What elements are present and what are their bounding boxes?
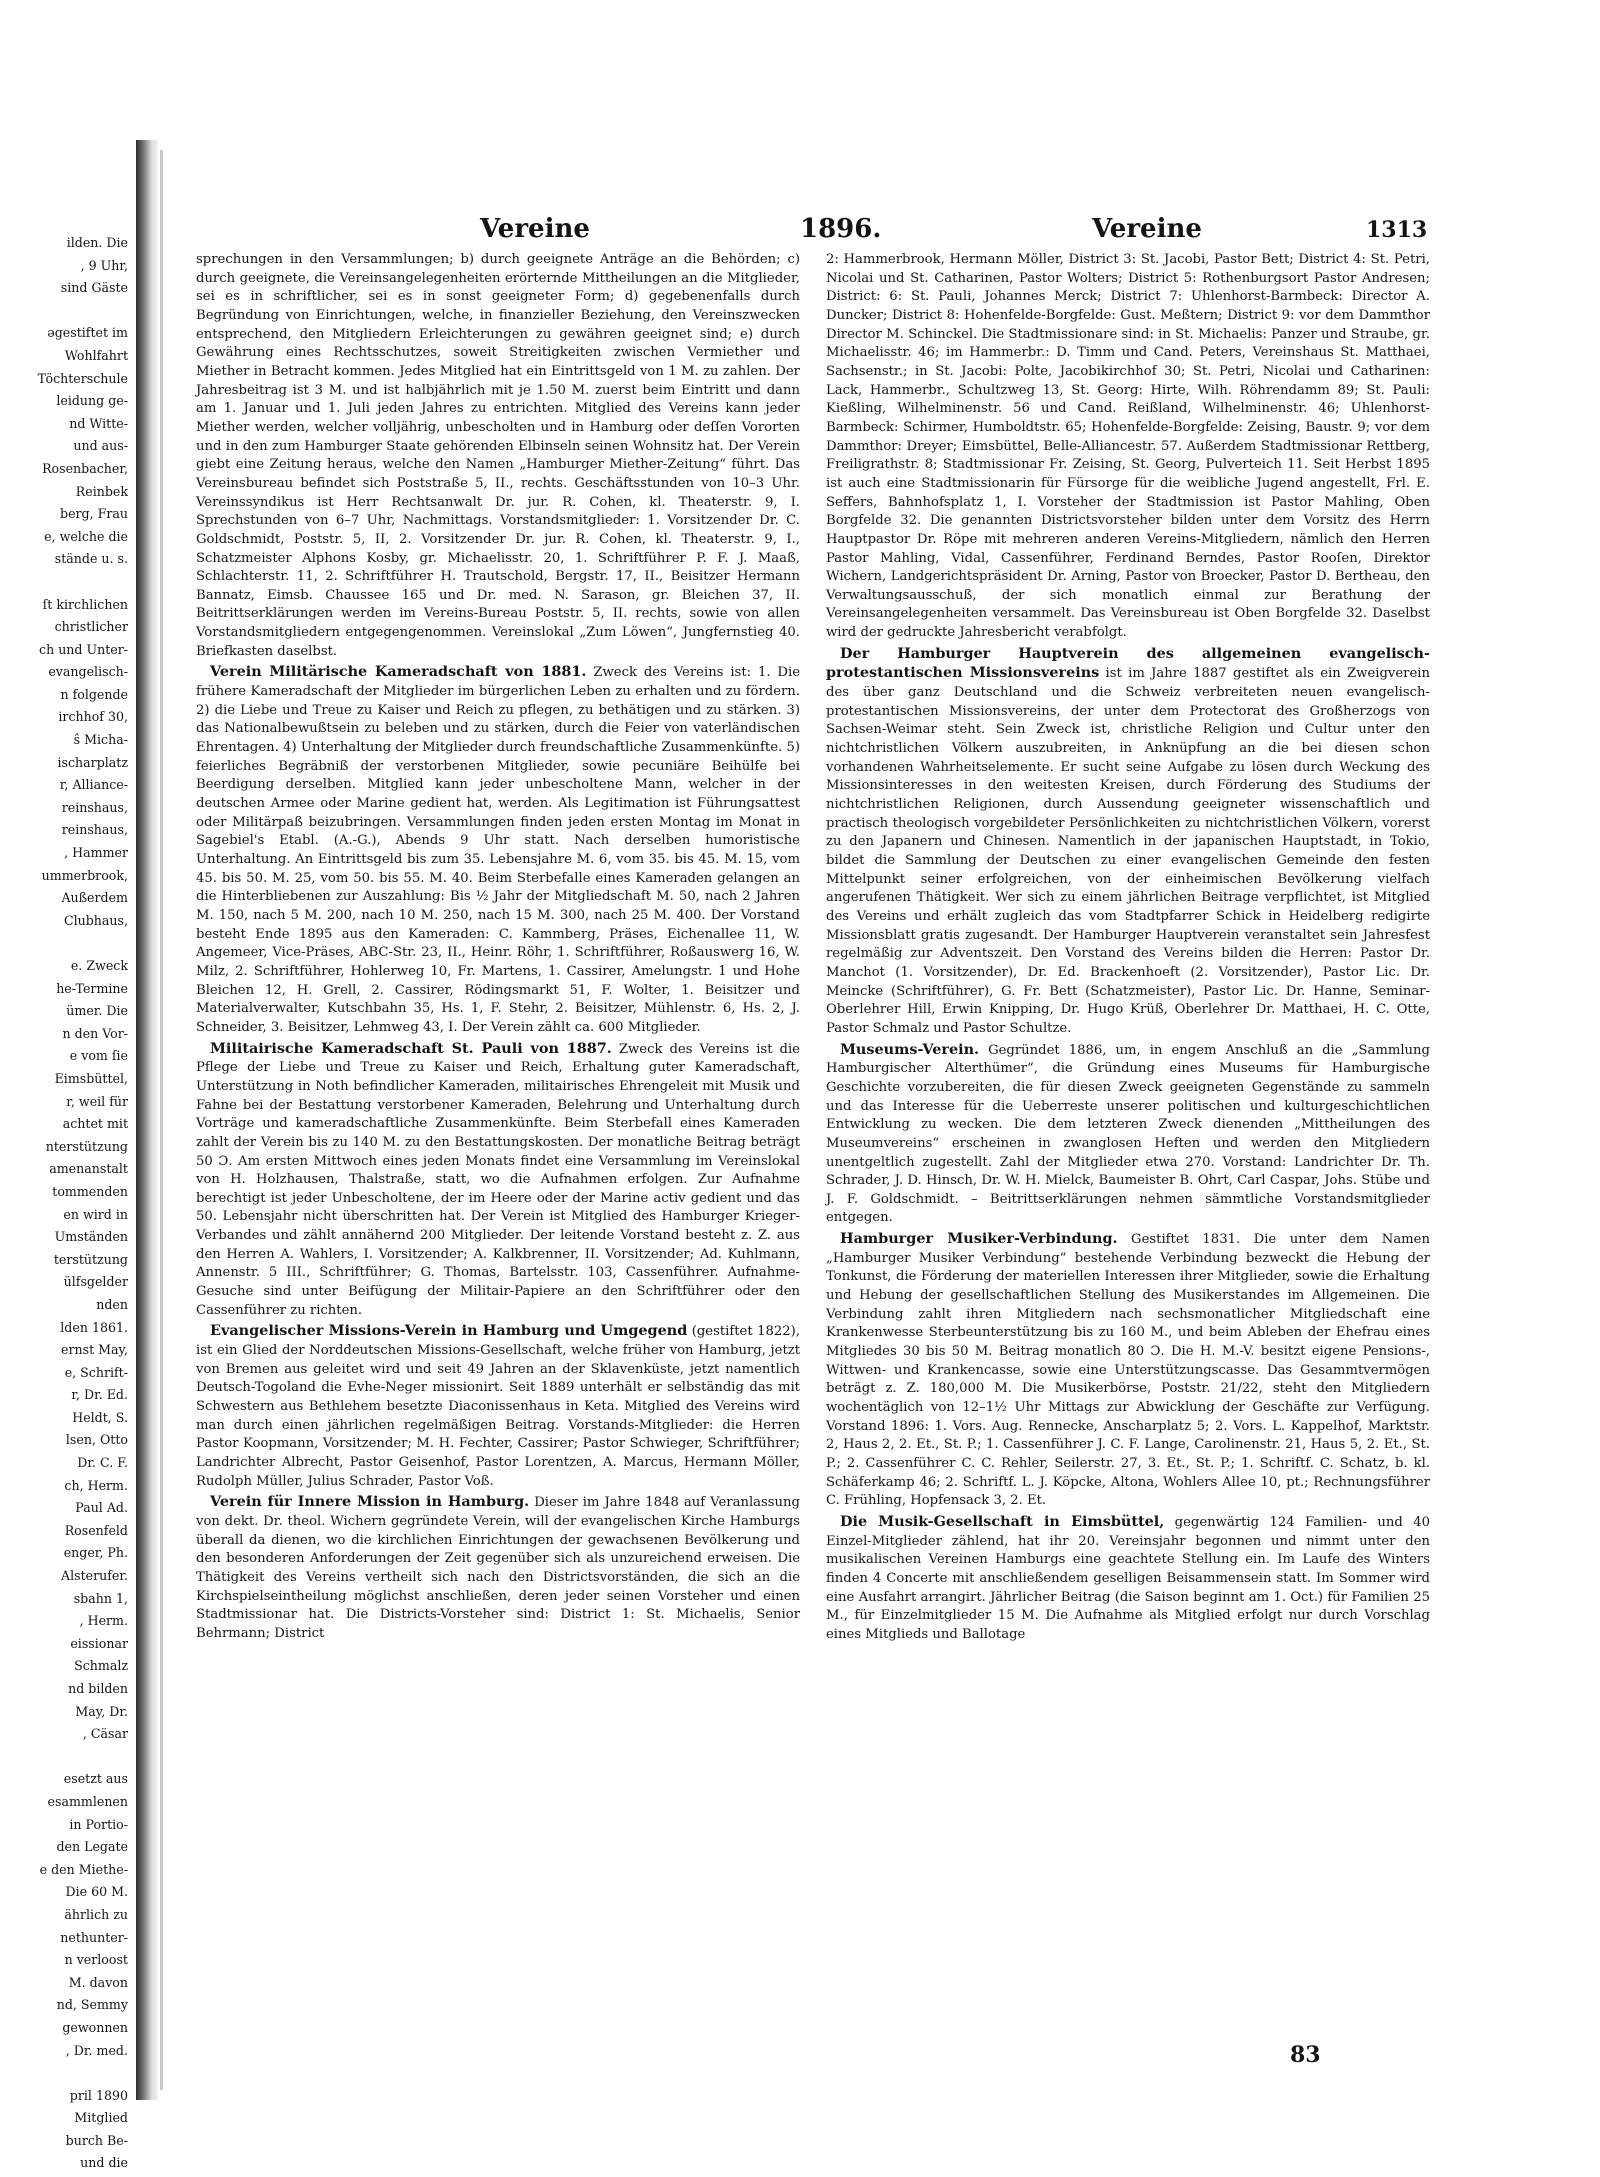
paragraph (826, 251, 1430, 643)
left-page-line: , 9 Uhr, (80, 257, 128, 273)
header-left-title: Vereine (480, 214, 590, 244)
left-page-line: , Hammer (64, 845, 128, 861)
header-year: 1896. (800, 214, 882, 244)
entry (196, 1493, 800, 1643)
entry (826, 645, 1430, 1039)
left-page-line: sbahn 1, (73, 1590, 128, 1606)
left-page-line: den Legate (56, 1839, 128, 1855)
entry-heading: Verein für Innere Mission in Hamburg. (210, 1493, 530, 1511)
left-page-line: tommenden (52, 1183, 128, 1199)
left-page-line: n den Vor- (62, 1025, 128, 1041)
left-page-line: ch und Unter- (39, 641, 128, 657)
left-page-line: Die 60 M. (65, 1884, 128, 1900)
left-page-line: M. davon (68, 1974, 128, 1990)
left-page-line: r, Dr. Ed. (71, 1387, 128, 1403)
left-page-line: e, welche die (44, 528, 128, 544)
left-page-line: amenanstalt (49, 1161, 128, 1177)
left-page-line: Umständen (54, 1229, 128, 1245)
left-page-line (0, 932, 132, 955)
left-page-line: Clubhaus, (63, 912, 128, 928)
gutter-edge (160, 150, 163, 2090)
left-page-line: May, Dr. (75, 1703, 128, 1719)
left-page-line: lden 1861. (60, 1319, 128, 1335)
left-page-line: nd Witte- (69, 415, 128, 431)
left-page-line: nd bilden (68, 1681, 128, 1696)
left-page-line: Eimsbüttel, (54, 1070, 128, 1086)
left-page-line: ilden. Die (66, 235, 128, 250)
paragraph (196, 251, 800, 661)
left-page-line: in Portio- (69, 1816, 128, 1832)
entry (826, 1230, 1430, 1511)
left-page-line: ǝgestiftet im (47, 325, 128, 341)
left-page-line: ümer. Die (66, 1003, 128, 1019)
left-page-line: Rosenbacher, (42, 460, 128, 476)
left-page-line: ernst May, (61, 1342, 128, 1358)
left-page-line: ſt kirchlichen (42, 596, 128, 612)
book-gutter (136, 140, 158, 2100)
entry-heading: Hamburger Musiker-Verbindung. (840, 1230, 1118, 1248)
left-page-line: r, weil für (66, 1093, 128, 1109)
left-page-line: reinshaus, (61, 822, 128, 838)
text-column-right (826, 251, 1430, 2046)
left-page-fragment (0, 232, 132, 2171)
left-page-line: Reinbek (75, 483, 128, 499)
left-page-line (0, 300, 132, 323)
page-number: 1313 (1366, 217, 1428, 243)
left-page-line: eissionar (70, 1635, 128, 1651)
left-page-line: ischarplatz (57, 754, 128, 770)
entry (826, 1041, 1430, 1229)
left-page-line: Paul Ad. (75, 1500, 128, 1516)
left-page-line: Töchterschule (37, 370, 128, 386)
left-page-line: irchhof 30, (58, 709, 128, 725)
left-page-line: Wohlfahrt (64, 347, 128, 363)
left-page-line: n verloost (64, 1952, 128, 1968)
left-page-line: berg, Frau (60, 506, 128, 522)
left-page-line: , Cäsar (82, 1726, 128, 1742)
left-page-line: Außerdem (61, 890, 128, 906)
left-page-line: gewonnen (62, 2019, 128, 2035)
entry (196, 663, 800, 1037)
left-page-line: n folgende (60, 686, 128, 702)
left-page-line: nterstützung (45, 1138, 128, 1154)
entry-text: Zweck des Vereins ist: 1. Die frühere Kameradschaft der Mitglieder im bürgerlichen Leben zu erhalten und zu fördern. 2) die Liebe und Treue zu Kaiser und Reich zu pflegen, zu bethätigen und zu stärken. 3) das Nationalbewußtsein zu beleben und zu stärken, durch die Feier von vaterländischen Ehrentagen. 4) Unterhaltung der Mitglieder durch freundschaftliche Zusammenkünfte. 5) feierliches Begräbniß der verstorbenen Mitglieder, sowie pecuniäre Beihülfe bei Beerdigung derselben. Mitglied kann jeder unbescholtene Mann, welcher in der deutschen Armee oder Marine gedient hat, werden. Als Legitimation ist Führungsattest oder Militärpaß beizubringen. Versammlungen finden jeden ersten Montag im Monat in Sagebiel's Etabl. (A.-G.), Abends 9 Uhr statt. Nach derselben humoristische Unterhaltung. An Eintrittsgeld bis zum 35. Lebensjahre M. 6, vom 35. bis 45. M. 15, vom 45. bis 50. M. 25, vom 50. bis 55. M. 40. Beim Sterbefalle eines Kameraden gelangen an die Hinterbliebenen zur Auszahlung: Bis ½ Jahr der Mitgliedschaft M. 50, nach 2 Jahren M. 150, nach 5 M. 200, nach 10 M. 250, nach 15 M. 300, nach 25 M. 400. Der Vorstand besteht Ende 1895 aus den Kameraden: C. Kammberg, Präses, Eichenallee 11, W. Angemeer, Vice-Präses, ABC-Str. 23, II., Heinr. Röhr, 1. Schriftführer, Roßauswerg 16, W. Milz, 2. Schriftführer, Hohlerweg 10, Fr. Martens, 1. Cassirer, Amelungstr. 1 und Hohe Bleichen 12, H. Grell, 2. Cassirer, Rödingsmarkt 51, F. Wolter, 1. Beisitzer und Materialverwalter, Kutschbahn 35, Hs. 1, F. Stehr, 2. Beisitzer, Mühlenstr. 6, Hs. 2, J. Schneider, 3. Beisitzer, Lehmweg 43, I. Der Verein zählt ca. 600 Mitglieder. (196, 665, 800, 1035)
paragraph-text: sprechungen in den Versammlungen; b) durch geeignete Anträge an die Behörden; c) durch geeignete, die Vereinsangelegenheiten erörternde Mittheilungen an die Mitglieder, sei es in schriftlicher, sei es in sonst geeigneter Form; d) gegebenenfalls durch Begründung von Einrichtungen, welche, in finanzieller Beziehung, den Vereinszwecken entsprechend, den Mitgliedern Erleichterungen zu gewähren geeignet sind; e) durch Gewährung eines Rechtsschutzes, soweit Streitigkeiten zwischen Vermiether und Miether in Betracht kommen. Jedes Mitglied hat ein Eintrittsgeld von 1 M. zu zahlen. Der Jahresbeitrag ist 3 M. und ist halbjährlich mit je 1.50 M. zuerst beim Eintritt und dann am 1. Januar und 1. Juli jeden Jahres zu entrichten. Mitglied des Vereins kann jeder Miether werden, welcher volljährig, unbescholten und in Hamburg oder deſſen Vororten und in den zum Hamburger Staate gehörenden Elbinseln seinen Wohnsitz hat. Der Verein giebt eine Zeitung heraus, welche den Namen „Hamburger Miether-Zeitung“ führt. Das Vereinsbureau befindet sich Poststraße 5, II., rechts. Geschäftsstunden von 10–3 Uhr. Vereinssyndikus ist Herr Rechtsanwalt Dr. jur. R. Cohen, kl. Theaterstr. 9, I. Sprechstunden von 6–7 Uhr, Nachmittags. Vorstandsmitglieder: 1. Vorsitzender Dr. C. Goldschmidt, Poststr. 5, II, 2. Vorsitzender Dr. jur. R. Cohen, kl. Theaterstr. 9, I., Schatzmeister Alphons Kosby, gr. Michaelisstr. 20, 1. Schriftführer P. F. J. Maaß, Schlachterstr. 11, 2. Schriftführer H. Trautschold, Bergstr. 17, II., Beisitzer Hermann Bannatz, Eimsb. Chaussee 165 und Dr. med. N. Sarason, gr. Bleichen 37, II. Beitrittserklärungen werden im Vereins-Bureau Poststr. 5, II. rechts, sowie von allen Vorstandsmitgliedern entgegengenommen. Vereinslokal „Zum Löwen“, Jungfernstieg 40. Briefkasten daselbst. (196, 252, 800, 659)
signature-mark: 83 (1290, 2042, 1321, 2068)
left-page-line: stände u. s. (54, 551, 128, 567)
left-page-line: ülfsgelder (63, 1274, 128, 1290)
left-page-line: Dr. C. F. (77, 1455, 128, 1471)
left-page-line: esetzt aus (63, 1771, 128, 1787)
entry-heading: Verein Militärische Kameradschaft von 1881. (210, 663, 587, 681)
left-page-line: christlicher (54, 619, 128, 635)
left-page-line: achtet mit (62, 1116, 128, 1132)
left-page-line: esammlenen (47, 1793, 128, 1809)
left-page-line: evangelisch- (48, 664, 128, 680)
entry-text: ist im Jahre 1887 gestiftet als ein Zweigverein des über ganz Deutschland und die Schweiz verbreiteten neuen evangelisch-protestantischen Missionsvereins, der unter dem Protectorat des Großherzogs von Sachsen-Weimar steht. Sein Zweck ist, christliche Religion und Cultur unter den nichtchristlichen Völkern auszubreiten, in Anknüpfung an die bei diesen schon vorhandenen Wahrheitselemente. Er sucht seine Aufgabe zu lösen durch Weckung des Missionsinteresses in den weitesten Kreisen, durch Förderung des Studiums der nichtchristlichen Religionen, durch Aussendung geeigneter wissenschaftlich und practisch theologisch vorgebildeter Persönlichkeiten zu nichtchristlichen Völkern, vorerst zu den Japanern und Chinesen. Namentlich in der japanischen Hauptstadt, in Tokio, bildet die Sammlung der Deutschen zu einer evangelischen Gemeinde den festen Mittelpunkt seiner erfolgreichen, von der einheimischen Bevölkerung vielfach angerufenen Thätigkeit. Wer sich zu einem jährlichen Beitrage verpflichtet, ist Mitglied des Vereins und erhält zugleich das vom Stadtpfarrer Schick in Heidelberg redigirte Missionsblatt gratis zugesandt. Der Hamburger Hauptverein veranstaltet sein Jahresfest regelmäßig zur Adventszeit. Den Vorstand des Vereins bilden die Herren: Pastor Dr. Manchot (1. Vorsitzender), Dr. Ed. Brackenhoeft (2. Vorsitzender), Pastor Lic. Dr. Meincke (Schriftführer), G. Fr. Bett (Schatzmeister), Pastor Lic. Dr. Hanne, Seminar-Oberlehrer Hill, Erwin Knipping, Dr. Hugo Krüß, Oberlehrer Dr. Matthaei, H. C. Otte, Pastor Schmalz und Pastor Schultze. (826, 666, 1430, 1036)
entry (196, 1040, 800, 1321)
left-page-line: Heldt, S. (72, 1409, 128, 1425)
left-page-line: , Dr. med. (65, 2042, 128, 2058)
left-page-line: und aus- (73, 438, 128, 454)
entry-text: gegenwärtig 124 Familien- und 40 Einzel-Mitglieder zählend, hat ihr 20. Vereinsjahr begonnen und nimmt unter den musikalischen Vereinen Hamburgs eine geachtete Stellung ein. Im Laufe des Winters finden 4 Concerte mit anschließendem geselligen Beisammensein statt. Im Sommer wird eine Ausfahrt arrangirt. Jährlicher Beitrag (die Saison beginnt am 1. Oct.) für Familien 25 M., für Einzelmitglieder 15 M. Die Aufnahme als Mitglied erfolgt nur durch Vorschlag eines Mitglieds und Ballotage (826, 1514, 1430, 1642)
left-page-line: pril 1890 (69, 2087, 128, 2103)
left-page-line: e. Zweck (70, 958, 128, 973)
left-page-line: e den Miethe- (39, 1861, 128, 1877)
entry-heading: Museums-Verein. (840, 1040, 980, 1058)
entry-heading: Die Musik-Gesellschaft in Eimsbüttel, (840, 1512, 1165, 1530)
entry (826, 1513, 1430, 1645)
left-page-line: en wird in (63, 1206, 128, 1222)
left-page-line: und die (80, 2155, 128, 2171)
left-page-line: reinshaus, (61, 799, 128, 815)
left-page-line: Alsterufer. (61, 1568, 128, 1584)
running-header (200, 214, 1428, 248)
left-page-line: Mitglied (74, 2110, 128, 2126)
text-column-left (196, 251, 800, 2046)
entry-heading: Evangelischer Missions-Verein in Hamburg und Umgegend (210, 1322, 688, 1340)
left-page-line: he-Termine (56, 980, 128, 996)
left-page-line: leidung ge- (56, 393, 128, 409)
left-page-line: , Herm. (79, 1613, 128, 1629)
left-page-line: lsen, Otto (65, 1432, 128, 1448)
left-page-line: terstützung (53, 1251, 128, 1267)
left-page-line: Rosenfeld (64, 1522, 128, 1538)
entry-heading: Militairische Kameradschaft St. Pauli von 1887. (210, 1039, 612, 1057)
left-page-line: ummerbrook, (41, 867, 128, 883)
left-page-line: nethunter- (60, 1929, 128, 1945)
entry-text: Gegründet 1886, um, in engem Anschluß an die „Sammlung Hamburgischer Alterthümer“, die Gründung eines Museums für Hamburgische Geschichte vorzubereiten, die für diesen Zweck geeigneten Gegenstände zu sammeln und das Interesse für die Ueberreste unserer politischen und kulturgeschichtlichen Entwicklung zu wecken. Die dem letzteren Zweck dienenden „Mittheilungen des Museumvereins“ erscheinen in zwanglosen Heften und werden den Mitgliedern unentgeltlich zugestellt. Zahl der Mitglieder etwa 270. Vorstand: Landrichter Dr. Th. Schrader, J. D. Hinsch, Dr. W. H. Mielck, Baumeister B. Ohrt, Carl Caspar, Johs. Stübe und J. F. Goldschmidt. – Beitrittserklärungen nehmen sämmtliche Vorstandsmitglieder entgegen. (826, 1042, 1430, 1226)
left-page-line: ährlich zu (64, 1906, 128, 1922)
left-page-line: burch Be- (65, 2132, 128, 2148)
entry-text: Gestiftet 1831. Die unter dem Namen „Hamburger Musiker Verbindung“ bestehende Verbindung bezweckt die Hebung der Tonkunst, die Förderung der materiellen Interessen ihrer Mitglieder, sowie die Erhaltung und Hebung der gesellschaftlichen Stellung des Musikerstandes im Allgemeinen. Die Verbindung zahlt ihren Mitgliedern nach sechsmonatlicher Mitgliedschaft eine Krankenwesse Sterbeunterstützung bis zu 160 M., und beim Ableben der Ehefrau eines Mitgliedes 30 bis 50 M. Beitrag monatlich 80 Ɔ. Die H. M.-V. besitzt eigene Pensions-, Wittwen- und Krankencasse, sowie eine Unterstützungscasse. Das Gesammtvermögen beträgt z. Z. 180,000 M. Die Musikerbörse, Poststr. 21/22, steht den Mitgliedern wochentäglich von 12–1½ Uhr Mittags zur Abwicklung der Geschäfte zur Verfügung. Vorstand 1896: 1. Vors. Aug. Rennecke, Anscharplatz 5; 2. Vors. L. Kappelhof, Marktstr. 2, Haus 2, 2. Et., St. P.; 1. Cassenführer J. C. F. Lange, Carolinenstr. 21, Haus 5, 2. Et., St. P.; 2. Cassenführer C. C. Rehler, Seilerstr. 27, 3. Et., St. P.; 1. Schriftf. C. Schatz, b. kl. Schäferkamp 46; 2. Schriftf. L. J. Köpcke, Altona, Wohlers Allee 10, pt.; Rechnungsführer C. Frühling, Hopfensack 3, 2. Et. (826, 1232, 1430, 1509)
left-page-line: sind Gäste (60, 280, 128, 296)
left-page-line (0, 1746, 132, 1769)
entry-text: Zweck des Vereins ist die Pflege der Liebe und Treue zu Kaiser und Reich, Erhaltung guter Kameradschaft, Unterstützung in Noth befindlicher Kameraden, militairisches Ehrengeleit mit Musik und Fahne bei der Bestattung verstorbener Kameraden, Belehrung und Unterhaltung durch Vorträge und kameradschaftliche Zusammenkünfte. Beim Sterbefall eines Kameraden zahlt der Verein bis zu 140 M. zu den Bestattungskosten. Der monatliche Beitrag beträgt 50 Ɔ. Am ersten Mittwoch eines jeden Monats findet eine Versammlung im Vereinslokal von H. Holzhausen, Thalstraße, statt, wo die Aufnahmen erfolgen. Zur Aufnahme berechtigt ist jeder Unbescholtene, der im Heere oder der Marine activ gedient und das 50. Lebensjahr nicht überschritten hat. Der Verein ist Mitglied des Hamburger Krieger-Verbandes und zählt annähernd 200 Mitglieder. Der leitende Vorstand besteht z. Z. aus den Herren A. Wahlers, I. Vorsitzender; A. Kalkbrenner, II. Vorsitzender; Ad. Kuhlmann, Annenstr. 5 III., Schriftführer; G. Thomas, Bartelsstr. 103, Cassenführer. Aufnahme-Gesuche sind unter Beifügung der Militair-Papiere an den Schriftführer oder den Cassenführer zu richten. (196, 1041, 800, 1318)
left-page-line: enger, Ph. (63, 1545, 128, 1561)
paragraph-text: 2: Hammerbrook, Hermann Möller, District 3: St. Jacobi, Pastor Bett; District 4: St. Petri, Nicolai und St. Catharinen, Pastor Wolters; District 5: Rothenburgsort Pastor Andresen; District: 6: St. Pauli, Johannes Merck; District 7: Uhlenhorst-Barmbeck: Director A. Duncker; District 8: Hohenfelde-Borgfelde: Gust. Meßtern; District 9: vor dem Dammthor Director M. Schinckel. Die Stadtmissionare sind: in St. Michaelis: Panzer und Straube, gr. Michaelisstr. 46; im Hammerbr.: D. Timm und Cand. Peters, Vereinshaus St. Matthaei, Sachsenstr.; in St. Jacobi: Polte, Jacobikirchhof 30; St. Petri, Nicolai und Catharinen: Lack, Hammerbr., Schultzweg 13, St. Georg: Hirte, Wilh. Röhrendamm 89; St. Pauli: Kießling, Wilhelminenstr. 56 und Cand. Reißland, Wilhelminenstr. 46; Uhlenhorst-Barmbeck: Schirmer, Humboldtstr. 65; Hohenfelde-Borgfelde: Zeising, Baustr. 9; vor dem Dammthor: Dreyer; Eimsbüttel, Belle-Alliancestr. 57. Außerdem Stadtmissionar Rettberg, Freiligrathstr. 8; Stadtmissionar Fr. Zeising, St. Georg, Pulverteich 11. Seit Herbst 1895 ist auch eine Stadtmissionarin für Fürsorge für die weibliche Jugend angestellt, Frl. E. Seffers, Bahnhofsplatz 1, I. Vorsteher der Stadtmission ist Pastor Mahling, Oben Borgfelde 32. Die genannten Districtsvorsteher bilden unter dem Vorsitz des Herrn Hauptpastor Dr. Röpe mit mehreren anderen Vereins-Mitgliedern, nämlich den Herren Pastor Mahling, Vidal, Cassenführer, Ferdinand Berndes, Pastor Rooſen, Direktor Wichern, Landgerichtspräsident Dr. Arning, Pastor von Broecker, Pastor D. Bertheau, den Verwaltungsausschuß, der sich monatlich einmal zur Berathung der Vereinsangelegenheiten versammelt. Das Vereinsbureau ist Oben Borgfelde 32. Daselbst wird der gedruckte Jahresbericht verabfolgt. (826, 252, 1430, 641)
left-page-line: e vom ſie (69, 1048, 128, 1064)
entry-heading: Der Hamburger Hauptverein des allgemeinen evangelisch-protestantischen Missionsvereins (826, 644, 1430, 682)
header-right-title: Vereine (1092, 214, 1202, 244)
left-page-line (0, 2062, 132, 2085)
left-page-line: nden (96, 1296, 128, 1312)
left-page-line: nd, Semmy (56, 1997, 128, 2013)
left-page-line: r, Alliance- (59, 777, 128, 793)
entry-text: (gestiftet 1822), ist ein Glied der Norddeutschen Missions-Gesellschaft, welche früher von Hamburg, jetzt von Bremen aus geleitet wird und seit 49 Jahren an der Sklavenküste, jetzt namentlich Deutsch-Togoland die Evhe-Neger missionirt. Seit 1889 unterhält er selbständig das mit Schwestern aus Bethlehem besetzte Diaconissenhaus in Keta. Mitglied des Vereins wird man durch einen jährlichen regelmäßigen Beitrag. Vorstands-Mitglieder: die Herren Pastor Koopmann, Vorsitzender; M. H. Fechter, Cassirer; Pastor Schwieger, Schriftführer; Landrichter Albrecht, Pastor Geisenhof, Pastor Lorentzen, A. Marcus, Hermann Möller, Rudolph Müller, Julius Schrader, Pastor Voß. (196, 1324, 800, 1489)
left-page-line: Schmalz (74, 1658, 128, 1674)
left-page-line: ŝ Micha- (73, 732, 128, 748)
left-page-line: e, Schrift- (64, 1364, 128, 1380)
left-page-line: ch, Herm. (64, 1477, 128, 1493)
entry (196, 1322, 800, 1491)
entry-text: Dieser im Jahre 1848 auf Veranlassung von dekt. Dr. theol. Wichern gegründete Verein, will der evangelischen Kirche Hamburgs überall da dienen, wo die kirchlichen Einrichtungen der gewachsenen Bevölkerung und den besonderen Anforderungen der Zeit gegenüber sich als unzureichend erweisen. Die Thätigkeit des Vereins vertheilt sich nach den Districtsvorständen, die sich an die Kirchspielseintheilung möglichst anschließen, deren jeder seinen Vorsteher und einen Stadtmissionar hat. Die Districts-Vorsteher sind: District 1: St. Michaelis, Senior Behrmann; District (196, 1495, 800, 1641)
left-page-line (0, 571, 132, 594)
